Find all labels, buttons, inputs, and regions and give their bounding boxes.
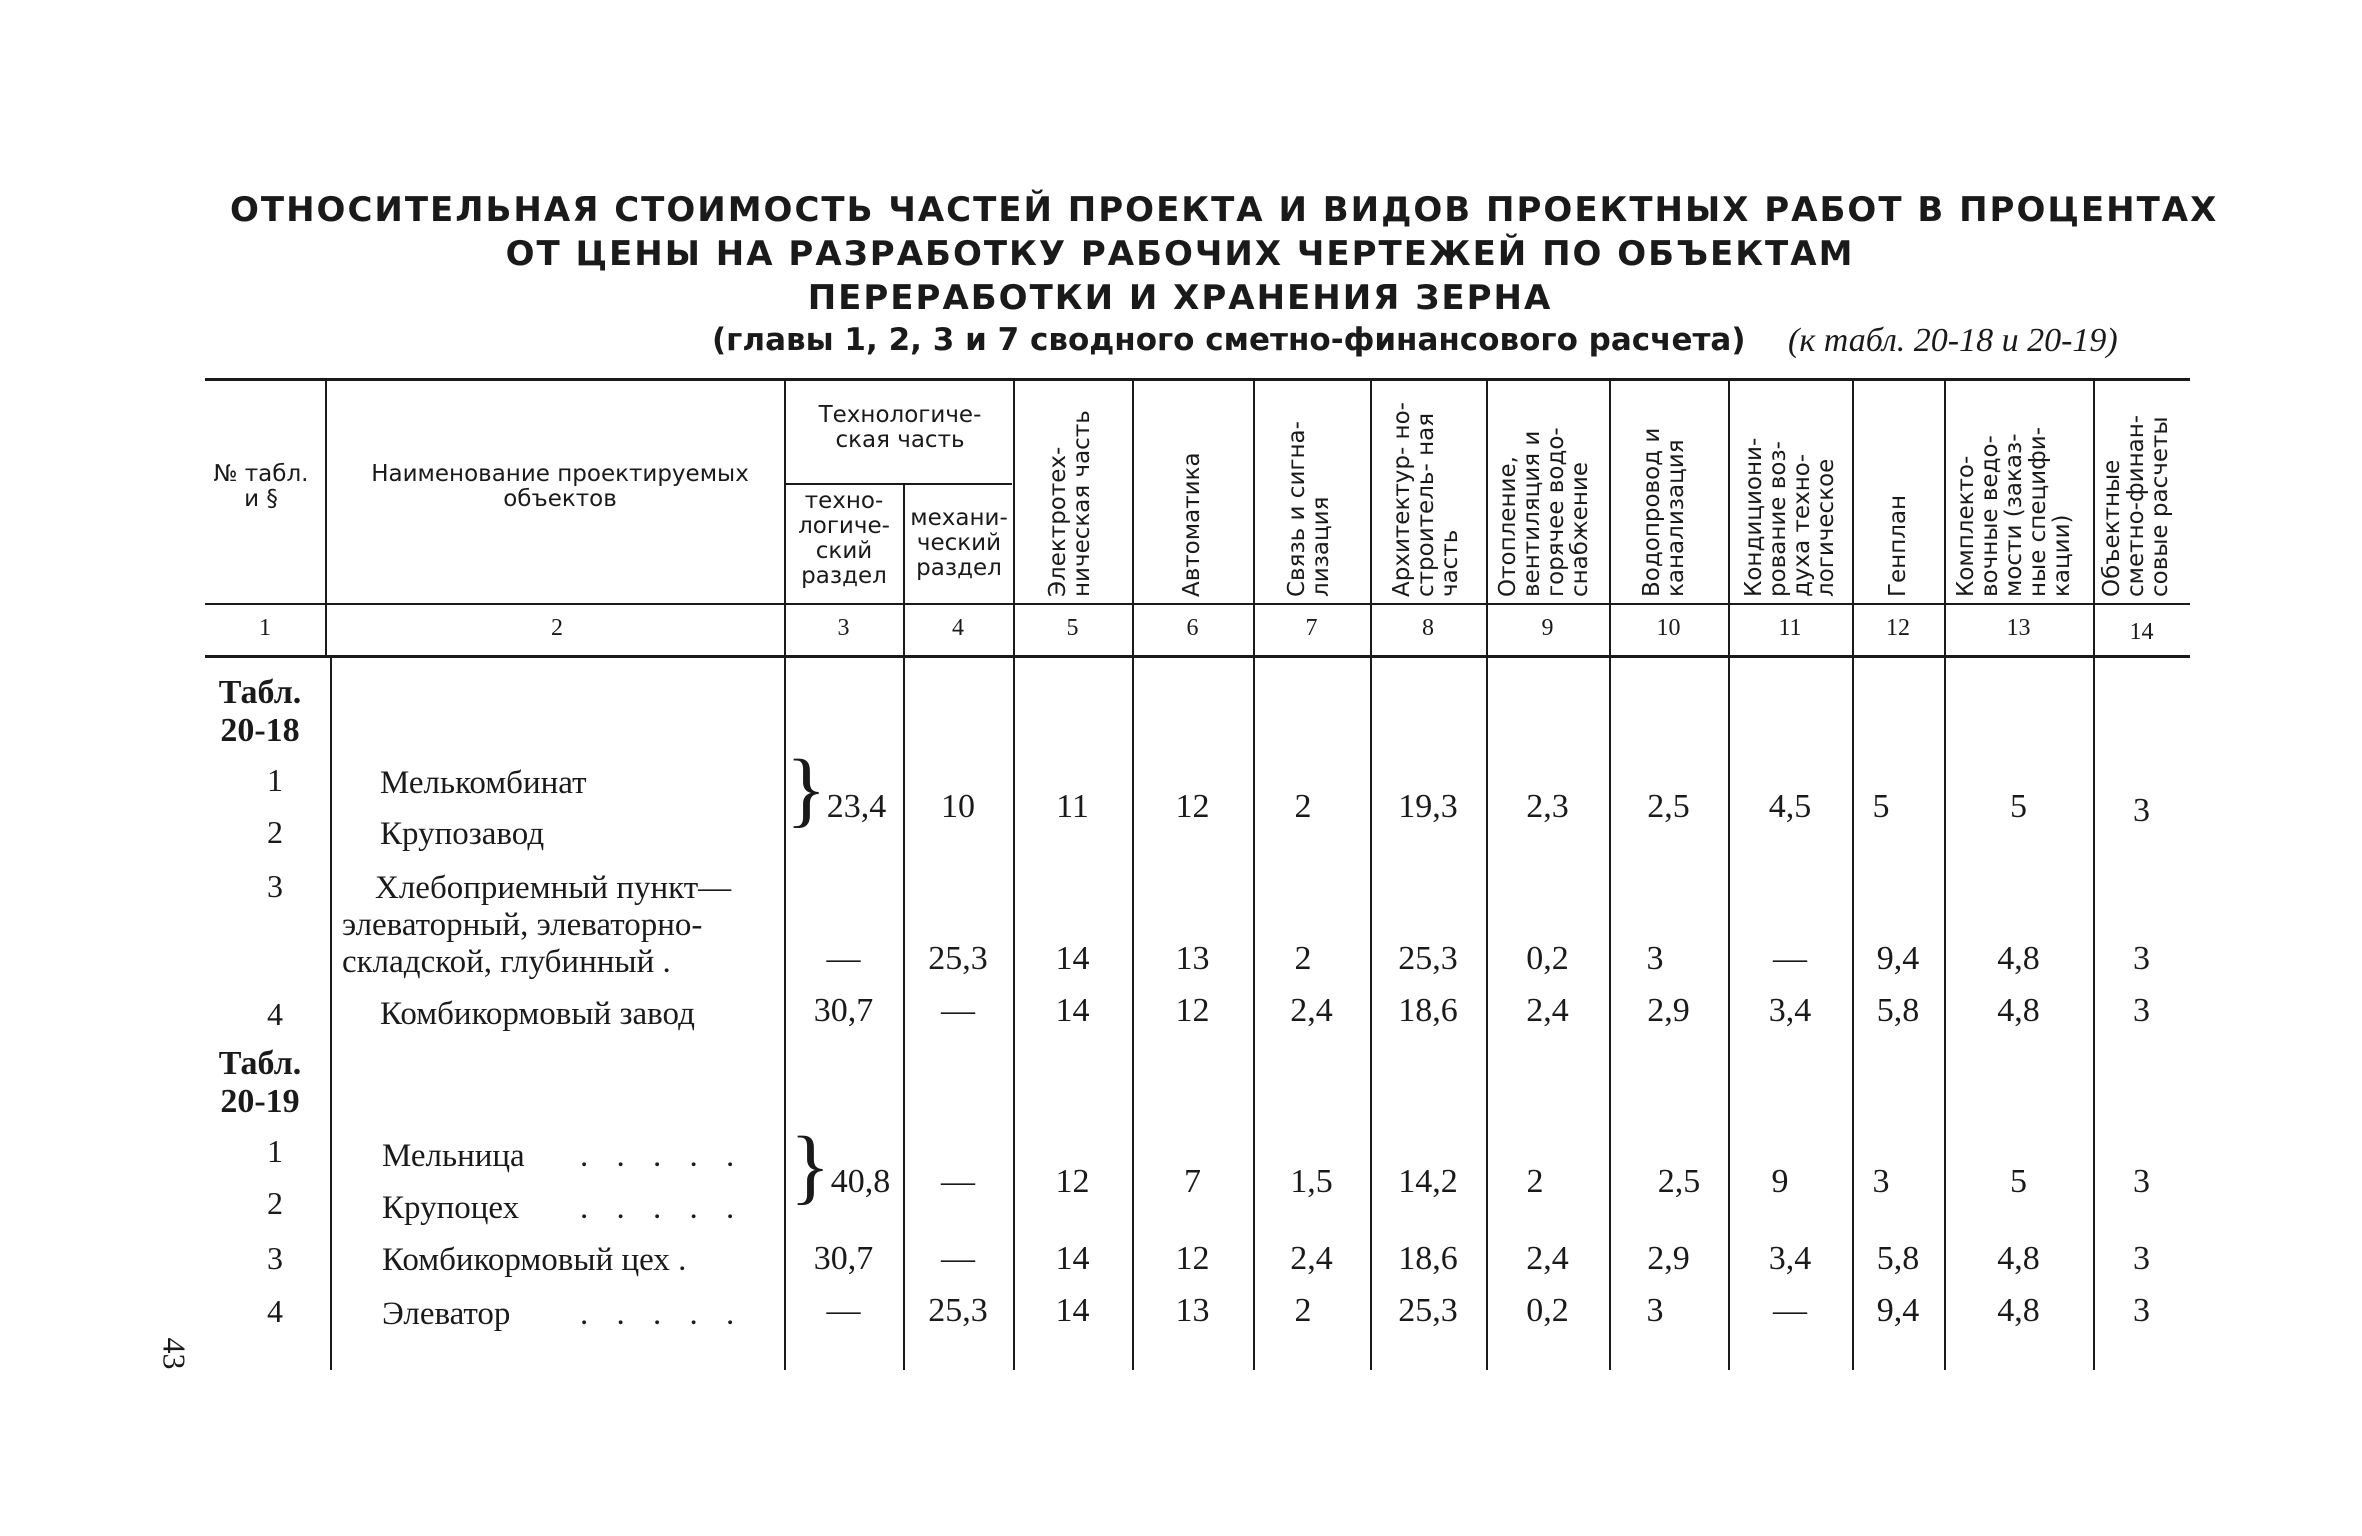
table-cell: 3 [1646, 940, 1664, 977]
col-divider [325, 380, 327, 655]
table-cell: 25,3 [1398, 940, 1458, 977]
header-general-plan: Генплан [1885, 494, 1911, 597]
table-cell: 13 [1175, 940, 1210, 977]
object-name: Комбикормовый завод [380, 996, 695, 1032]
header-tech-group: Технологиче- ская часть [818, 402, 982, 453]
table-cell: 9,4 [1876, 1292, 1920, 1329]
table-cell: 11 [1056, 788, 1089, 825]
row-index: 2 [267, 814, 283, 850]
table-cell: 3 [2133, 1292, 2150, 1329]
table-cell: 1,5 [1290, 1163, 1333, 1200]
row-index: 4 [267, 996, 283, 1032]
table-cell: 4,8 [1997, 1292, 2040, 1329]
leader-dots: . . . . . [580, 1190, 745, 1226]
table-cell: 0,2 [1526, 1292, 1569, 1329]
table-cell: 2,9 [1647, 992, 1690, 1029]
table-cell: 40,8 [830, 1163, 891, 1200]
table-cell: 2 [1294, 940, 1312, 977]
column-number: 14 [2129, 619, 2154, 645]
object-name: Хлебоприемный пункт— [375, 870, 732, 906]
leader-dots: . . . . . [580, 1138, 745, 1174]
object-name: Мелькомбинат [380, 765, 587, 801]
table-cell: 2,4 [1290, 992, 1333, 1029]
table-cell: 9 [1771, 1163, 1789, 1200]
row-index: 2 [267, 1185, 283, 1221]
table-cell: 10 [941, 788, 975, 825]
table-cell: 25,3 [928, 940, 988, 977]
table-cell: 9,4 [1876, 940, 1920, 977]
table-cell: 3 [1646, 1292, 1664, 1329]
table-cell: 18,6 [1398, 992, 1458, 1029]
section-label: Табл. 20-19 [218, 1045, 302, 1120]
col-divider [1486, 380, 1488, 655]
table-cell: 5,8 [1876, 1240, 1920, 1277]
col-divider [1013, 380, 1015, 655]
table-cell: 12 [1175, 992, 1210, 1029]
table-cell: 30,7 [813, 1240, 874, 1277]
table-cell: — [1773, 940, 1807, 977]
table-cell: — [941, 992, 975, 1029]
header-object-name: Наименование проектируемых объектов [371, 461, 749, 512]
table-cell: — [1773, 1292, 1807, 1329]
column-number: 5 [1066, 615, 1079, 641]
header-bottom-rule [205, 603, 2190, 605]
table-cell: 3,4 [1768, 992, 1812, 1029]
column-number: 9 [1541, 615, 1554, 641]
table-cell: 12 [1055, 1163, 1090, 1200]
col-divider [330, 658, 332, 1370]
table-cell: 3 [2133, 1163, 2150, 1200]
table-cell: 14 [1055, 940, 1090, 977]
title-line-2: ОТ ЦЕНЫ НА РАЗРАБОТКУ РАБОЧИХ ЧЕРТЕЖЕЙ ПО ОБЪЕКТАМ [505, 234, 1855, 274]
col-divider [1609, 380, 1611, 655]
table-cell: 2,9 [1647, 1240, 1690, 1277]
header-mech-section: механи- ческий раздел [910, 505, 1008, 581]
column-number: 4 [952, 615, 964, 641]
object-name: складской, глубинный . [342, 944, 671, 980]
col-divider [1852, 380, 1854, 655]
table-cell: 14 [1055, 1292, 1090, 1329]
object-name: элеваторный, элеваторно- [342, 907, 703, 943]
row-index: 1 [267, 1133, 283, 1169]
row-index: 4 [267, 1293, 283, 1329]
table-cell: 2,4 [1526, 992, 1569, 1029]
table-cell: 25,3 [1398, 1292, 1458, 1329]
table-cell: 14 [1055, 1240, 1090, 1277]
table-cell: 3 [1872, 1163, 1890, 1200]
column-numbers-rule [205, 655, 2190, 658]
table-reference: (к табл. 20-18 и 20-19) [1788, 322, 2118, 359]
table-cell: 25,3 [928, 1292, 988, 1329]
object-name: Элеватор [382, 1296, 511, 1332]
table-cell: 30,7 [813, 992, 874, 1029]
column-number: 1 [259, 615, 271, 641]
table-cell: 5,8 [1876, 992, 1920, 1029]
document-title [230, 188, 2219, 320]
table-cell: 14,2 [1398, 1163, 1458, 1200]
col-divider [1728, 380, 1730, 655]
page-number: 43 [156, 1337, 193, 1370]
column-number: 13 [2006, 615, 2031, 641]
table-cell: 7 [1184, 1163, 1201, 1200]
row-index: 1 [267, 762, 283, 798]
document-subtitle: (главы 1, 2, 3 и 7 сводного сметно-финансового расчета) [712, 322, 1746, 358]
header-architecture: Архитектур- но-строитель- ная часть [1389, 402, 1463, 597]
header-heating: Отопление, вентиляция и горячее водо- снабжение [1495, 427, 1593, 597]
table-cell: 3,4 [1768, 1240, 1812, 1277]
title-line-3: ПЕРЕРАБОТКИ И ХРАНЕНИЯ ЗЕРНА [807, 278, 1553, 318]
title-line-1: ОТНОСИТЕЛЬНАЯ СТОИМОСТЬ ЧАСТЕЙ ПРОЕКТА И ВИДОВ ПРОЕКТНЫХ РАБОТ В ПРОЦЕНТАХ [230, 190, 2219, 230]
row-index: 3 [267, 868, 283, 904]
header-automation: Автоматика [1179, 452, 1205, 597]
table-cell: 2 [1294, 788, 1312, 825]
object-name: Комбикормовый цех . [382, 1242, 687, 1278]
col-divider [2093, 380, 2095, 655]
header-table-number: № табл. и § [213, 461, 309, 512]
column-number: 2 [551, 615, 563, 641]
table-cell: — [826, 940, 861, 977]
table-cell: 3 [2133, 1240, 2150, 1277]
leader-dots: . . . . . [580, 1296, 745, 1332]
table-cell: 2,5 [1647, 788, 1690, 825]
table-cell: 12 [1175, 1240, 1210, 1277]
row-group-brace: } [790, 1120, 831, 1213]
table-cell: 18,6 [1398, 1240, 1458, 1277]
column-number: 3 [837, 615, 850, 641]
column-number: 11 [1778, 615, 1802, 641]
table-cell: 5 [2010, 788, 2027, 825]
row-index: 3 [267, 1240, 283, 1276]
table-cell: 4,5 [1768, 788, 1812, 825]
table-cell: 3 [2133, 992, 2150, 1029]
table-cell: 5 [1872, 788, 1890, 825]
tech-group-rule [785, 483, 1012, 485]
col-divider [1944, 380, 1946, 655]
table-cell: 3 [2133, 940, 2150, 977]
column-number: 10 [1656, 615, 1681, 641]
table-cell: 2,4 [1290, 1240, 1333, 1277]
header-communications: Связь и сигна- лизация [1284, 421, 1334, 597]
table-cell: 2 [1526, 1163, 1544, 1200]
table-cell: 0,2 [1526, 940, 1569, 977]
table-cell: 12 [1175, 788, 1210, 825]
col-divider [1253, 380, 1255, 655]
section-label: Табл. 20-18 [218, 674, 302, 749]
table-cell: 13 [1175, 1292, 1210, 1329]
col-divider [1132, 380, 1134, 655]
table-cell: — [941, 1163, 975, 1200]
column-number: 8 [1422, 615, 1434, 641]
table-cell: 4,8 [1997, 992, 2040, 1029]
table-cell: 4,8 [1997, 940, 2040, 977]
object-name: Крупоцех [382, 1190, 520, 1226]
table-cell: 2,5 [1657, 1163, 1701, 1200]
table-cell: — [826, 1292, 861, 1329]
header-equipment-lists: Комплекто- вочные ведо- мости (заказ- ные специфи- кации) [1953, 426, 2075, 597]
row-group-brace: } [786, 743, 827, 836]
header-air-conditioning: Кондициони- рование воз- духа техно- логическое [1741, 437, 1839, 597]
table-cell: 19,3 [1398, 788, 1458, 825]
col-divider [1370, 380, 1372, 655]
table-cell: — [941, 1240, 975, 1277]
object-name: Мельница [382, 1138, 525, 1174]
header-tech-section: техно- логиче- ский раздел [798, 488, 890, 589]
column-number: 6 [1186, 615, 1199, 641]
header-estimates: Объектные сметно-финан- совые расчеты [2099, 414, 2173, 597]
column-number: 12 [1886, 615, 1910, 641]
table-top-rule [205, 378, 2190, 381]
table-cell: 2,4 [1526, 1240, 1569, 1277]
table-cell: 2 [1294, 1292, 1312, 1329]
table-cell: 23,4 [826, 788, 887, 825]
table-cell: 4,8 [1997, 1240, 2040, 1277]
header-electrical: Электротех- ническая часть [1045, 410, 1095, 597]
table-cell: 2,3 [1526, 788, 1569, 825]
column-number: 7 [1305, 615, 1318, 641]
table-cell: 14 [1055, 992, 1090, 1029]
table-cell: 5 [2010, 1163, 2027, 1200]
header-water: Водопровод и канализация [1639, 427, 1689, 597]
object-name: Крупозавод [380, 816, 545, 852]
table-cell: 3 [2133, 792, 2150, 829]
col-divider [784, 380, 786, 655]
